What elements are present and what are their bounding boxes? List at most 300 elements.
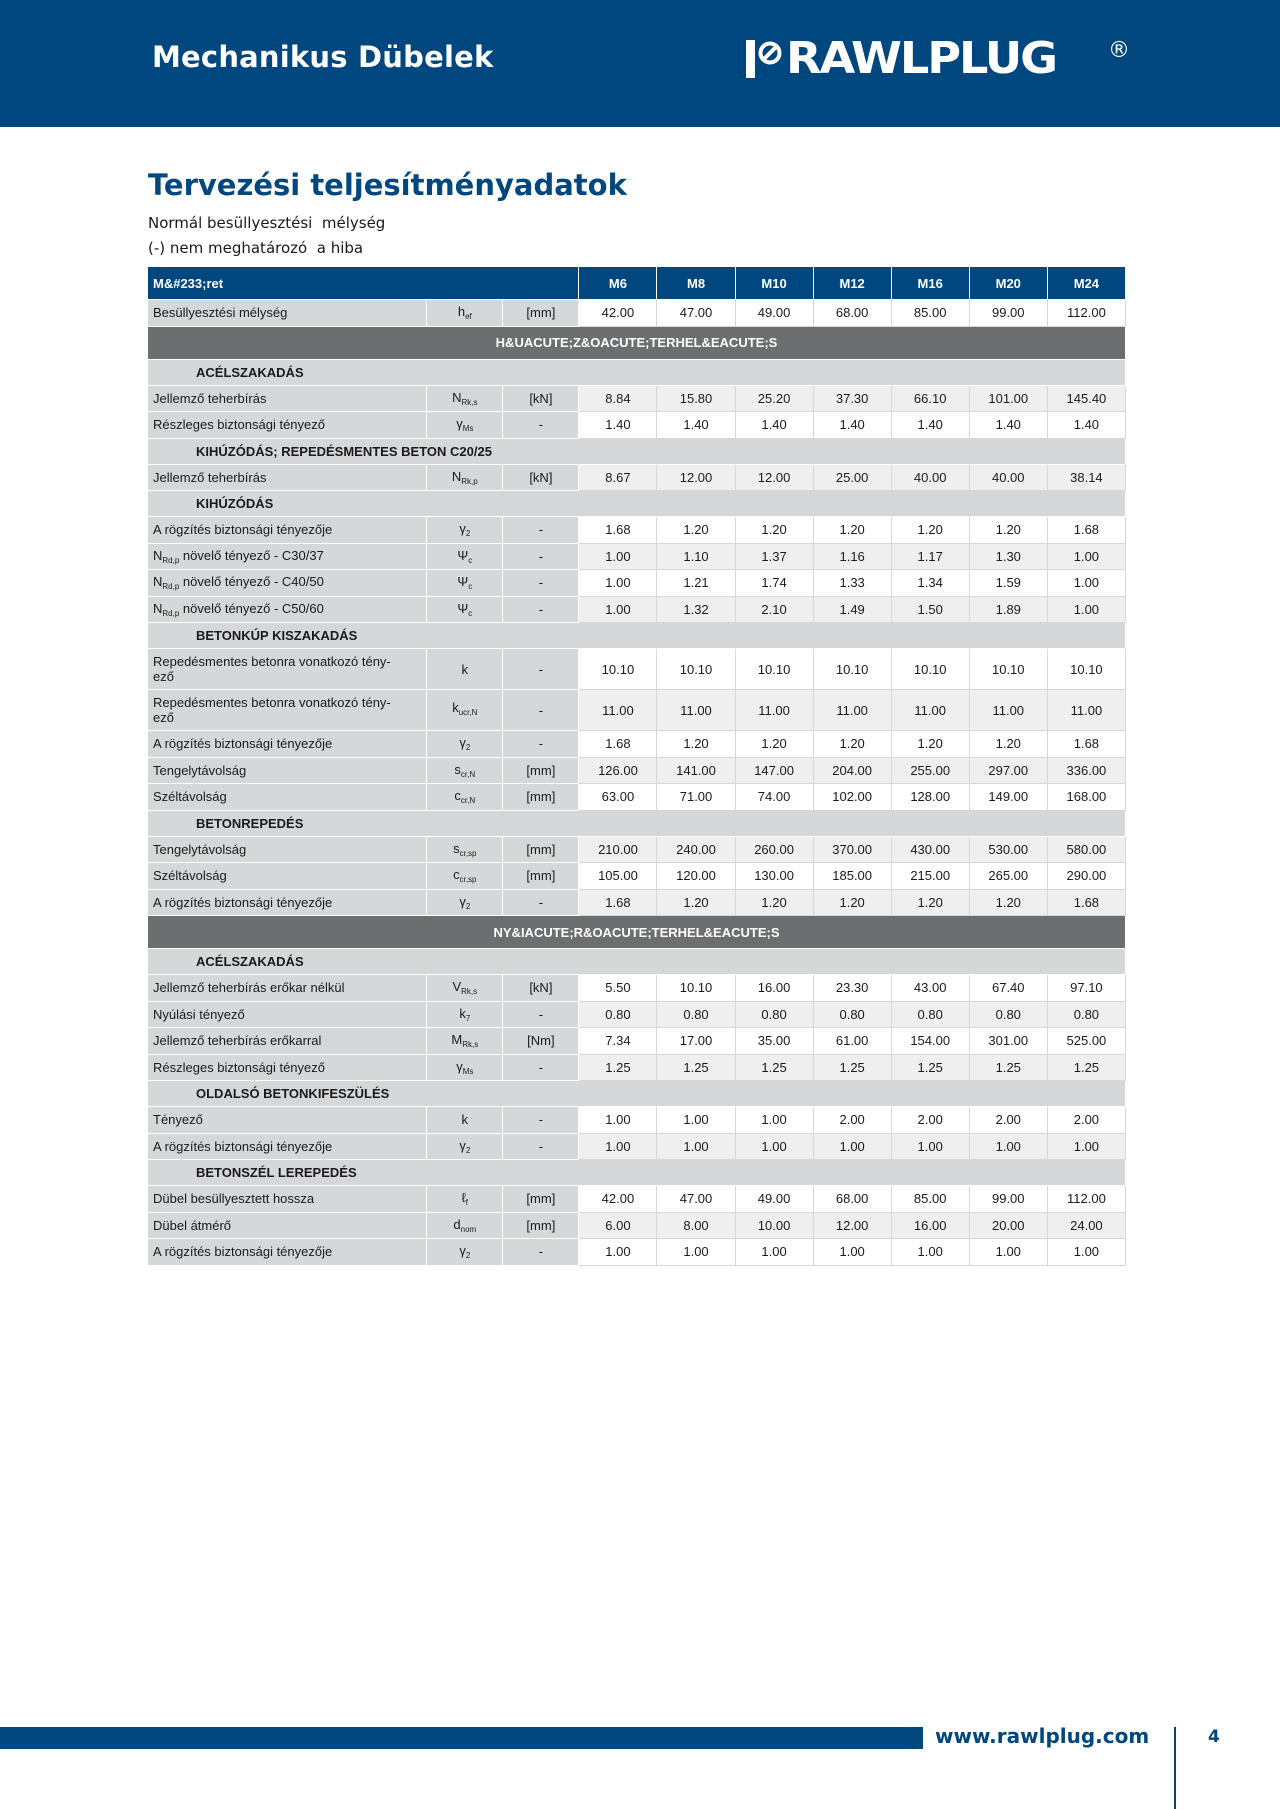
value-cell: 1.89 [969,596,1047,623]
value-cell: 10.10 [891,649,969,690]
value-cell: 8.67 [579,464,657,491]
size-column-header: M10 [735,267,813,300]
band-label: NY&IACUTE;R&OACUTE;TERHEL&EACUTE;S [148,916,1126,949]
size-column-header: M24 [1047,267,1125,300]
symbol: k [459,1005,466,1021]
value-cell: 6.00 [579,1212,657,1239]
unit-cell: [mm] [503,836,579,863]
symbol: γ [459,1243,466,1259]
symbol-subscript: Rk,p [461,476,478,486]
performance-table [147,266,1126,1266]
value-cell: 99.00 [969,1186,1047,1213]
section-row [148,949,1126,975]
table-row [148,596,1126,623]
symbol-cell [427,1239,503,1266]
symbol-cell [427,1186,503,1213]
value-cell: 1.20 [969,517,1047,544]
symbol: Ψ [457,547,469,563]
value-cell: 1.20 [735,889,813,916]
value-cell: 1.00 [1047,543,1125,570]
symbol: s [453,840,460,856]
symbol: s [454,761,461,777]
unit-cell: [mm] [503,1212,579,1239]
value-cell: 11.00 [579,690,657,731]
table-row [148,649,1126,690]
value-cell: 5.50 [579,975,657,1002]
section-row [148,810,1126,836]
value-cell: 11.00 [969,690,1047,731]
symbol-cell [427,543,503,570]
value-cell: 1.00 [657,1239,735,1266]
symbol-subscript: cr,N [460,769,476,779]
parameter-name: Dübel besüllyesztett hossza [153,1191,315,1207]
value-cell: 12.00 [657,464,735,491]
subtitle-note: (-) nem meghatározó a hiba [148,239,364,257]
parameter-name-cell [148,596,427,623]
value-cell: 1.25 [969,1054,1047,1081]
value-cell: 145.40 [1047,385,1125,412]
value-cell: 336.00 [1047,757,1125,784]
footer-bar [0,1727,923,1749]
symbol-cell [427,517,503,544]
value-cell: 370.00 [813,836,891,863]
value-cell: 0.80 [813,1001,891,1028]
value-cell: 1.25 [735,1054,813,1081]
value-cell: 74.00 [735,784,813,811]
value-cell: 1.30 [969,543,1047,570]
value-cell: 204.00 [813,757,891,784]
value-cell: 10.10 [969,649,1047,690]
value-cell: 1.20 [813,889,891,916]
subtitle-depth: Normál besüllyesztési mélység [148,214,386,232]
unit-cell: - [503,412,579,439]
value-cell: 1.00 [891,1239,969,1266]
table-row [148,757,1126,784]
value-cell: 47.00 [657,1186,735,1213]
parameter-name: Tengelytávolság [153,841,247,857]
value-cell: 1.10 [657,543,735,570]
value-cell: 99.00 [969,300,1047,327]
symbol-cell [427,690,503,731]
value-cell: 42.00 [579,300,657,327]
value-cell: 1.20 [813,731,891,758]
table-row [148,836,1126,863]
table-row [148,731,1126,758]
value-cell: 154.00 [891,1028,969,1055]
unit-cell: - [503,649,579,690]
table-row [148,889,1126,916]
value-cell: 210.00 [579,836,657,863]
value-cell: 17.00 [657,1028,735,1055]
parameter-name-rest: növelő tényező - C30/37 [179,547,324,563]
value-cell: 1.40 [735,412,813,439]
value-cell: 49.00 [735,1186,813,1213]
value-cell: 42.00 [579,1186,657,1213]
value-cell: 67.40 [969,975,1047,1002]
table-row [148,975,1126,1002]
section-row [148,491,1126,517]
table-row [148,464,1126,491]
value-cell: 16.00 [891,1212,969,1239]
table-row [148,1212,1126,1239]
value-cell: 1.21 [657,570,735,597]
value-cell: 1.16 [813,543,891,570]
parameter-name-subscript: Rd,p [162,608,180,618]
symbol: Ψ [457,574,469,590]
parameter-name: Nyúlási tényező [153,1006,245,1022]
value-cell: 1.34 [891,570,969,597]
value-cell: 71.00 [657,784,735,811]
symbol-subscript: ucr,N [458,708,478,717]
table-row [148,1001,1126,1028]
value-cell: 85.00 [891,300,969,327]
value-cell: 10.10 [657,649,735,690]
value-cell: 1.00 [579,1239,657,1266]
symbol-subscript: 2 [465,901,471,911]
parameter-name: Jellemző teherbírás erőkar nélkül [153,980,345,996]
symbol-cell [427,1028,503,1055]
symbol-cell [427,385,503,412]
symbol-cell [427,1212,503,1239]
value-cell: 101.00 [969,385,1047,412]
symbol: γ [459,521,466,537]
symbol-subscript: cr,N [460,796,476,806]
value-cell: 1.68 [1047,889,1125,916]
value-cell: 68.00 [813,1186,891,1213]
table-row [148,1054,1126,1081]
registered-mark: ® [1108,38,1130,63]
parameter-name: Dübel átmérő [153,1217,232,1233]
symbol: γ [456,1058,463,1074]
parameter-name: A rögzítés biztonsági tényezője [153,522,333,538]
parameter-name-cell [148,464,427,491]
value-cell: 49.00 [735,300,813,327]
symbol: k [452,700,459,715]
value-cell: 12.00 [813,1212,891,1239]
parameter-name-cell [148,649,427,690]
parameter-name: N [153,574,163,590]
value-cell: 1.50 [891,596,969,623]
logo-text: RAWLPLUG [786,33,1056,84]
value-cell: 147.00 [735,757,813,784]
parameter-name: A rögzítés biztonsági tényezője [153,1138,333,1154]
symbol-cell [427,889,503,916]
symbol: V [452,979,462,995]
value-cell: 1.68 [579,731,657,758]
value-cell: 1.40 [579,412,657,439]
symbol: γ [459,735,466,751]
value-cell: 7.34 [579,1028,657,1055]
section-label: BETONKÚP KISZAKADÁS [148,623,1126,649]
value-cell: 1.68 [579,889,657,916]
symbol-cell [427,836,503,863]
value-cell: 1.20 [813,517,891,544]
unit-cell: [mm] [503,757,579,784]
symbol-cell [427,1107,503,1134]
value-cell: 25.00 [813,464,891,491]
parameter-name-cell [148,517,427,544]
value-cell: 2.10 [735,596,813,623]
section-label: ACÉLSZAKADÁS [148,359,1126,385]
value-cell: 185.00 [813,863,891,890]
value-cell: 1.20 [657,731,735,758]
unit-cell: - [503,1001,579,1028]
table-row [148,784,1126,811]
symbol-subscript: f [465,1198,469,1208]
value-cell: 1.00 [1047,596,1125,623]
value-cell: 1.40 [1047,412,1125,439]
unit-cell: - [503,570,579,597]
parameter-name-cell [148,757,427,784]
value-cell: 23.30 [813,975,891,1002]
table-row [148,1239,1126,1266]
unit-cell: - [503,690,579,731]
section-label: BETONREPEDÉS [148,810,1126,836]
parameter-name-cell [148,1212,427,1239]
symbol-subscript: nom [460,1224,477,1234]
unit-cell: - [503,1107,579,1134]
value-cell: 126.00 [579,757,657,784]
unit-cell: [mm] [503,784,579,811]
value-cell: 1.00 [1047,570,1125,597]
value-cell: 1.00 [1047,1239,1125,1266]
value-cell: 1.17 [891,543,969,570]
value-cell: 10.10 [579,649,657,690]
symbol: γ [456,416,463,432]
symbol-subscript: cr,sp [459,848,477,858]
symbol-subscript: 2 [465,1251,471,1261]
value-cell: 1.25 [1047,1054,1125,1081]
symbol-subscript: 2 [465,743,471,753]
value-cell: 1.20 [657,517,735,544]
unit-cell: - [503,596,579,623]
parameter-name: Részleges biztonsági tényező [153,1059,325,1075]
table-row [148,300,1126,327]
size-column-header: M8 [657,267,735,300]
page-number: 4 [1208,1727,1220,1747]
table-row [148,517,1126,544]
parameter-name-subscript: Rd,p [162,555,180,565]
value-cell: 10.10 [657,975,735,1002]
value-cell: 525.00 [1047,1028,1125,1055]
value-cell: 1.25 [891,1054,969,1081]
value-cell: 8.84 [579,385,657,412]
symbol-cell [427,863,503,890]
section-label: BETONSZÉL LEREPEDÉS [148,1160,1126,1186]
table-header-row [148,267,1126,300]
symbol-subscript: Rk,s [462,1040,479,1050]
symbol-cell [427,731,503,758]
parameter-name-rest: növelő tényező - C40/50 [179,574,324,590]
value-cell: 1.68 [579,517,657,544]
table-row [148,690,1126,731]
symbol-cell [427,596,503,623]
parameter-name: N [153,547,163,563]
header-title: Mechanikus Dübelek [152,40,494,74]
value-cell: 11.00 [813,690,891,731]
parameter-name: Repedésmentes betonra vonatkozó tény- [153,695,391,710]
value-cell: 1.20 [891,517,969,544]
value-cell: 2.00 [891,1107,969,1134]
parameter-name-cell [148,570,427,597]
value-cell: 0.80 [657,1001,735,1028]
value-cell: 1.25 [813,1054,891,1081]
unit-cell: [mm] [503,300,579,327]
symbol-subscript: Ms [462,424,474,434]
value-cell: 1.20 [891,731,969,758]
value-cell: 1.40 [891,412,969,439]
symbol-subscript: c [468,582,473,592]
value-cell: 290.00 [1047,863,1125,890]
value-cell: 38.14 [1047,464,1125,491]
value-cell: 1.00 [969,1239,1047,1266]
value-cell: 128.00 [891,784,969,811]
value-cell: 1.00 [579,570,657,597]
tension-load-band [148,326,1126,359]
value-cell: 1.74 [735,570,813,597]
size-column-header: M20 [969,267,1047,300]
value-cell: 149.00 [969,784,1047,811]
value-cell: 85.00 [891,1186,969,1213]
value-cell: 10.10 [735,649,813,690]
value-cell: 1.25 [657,1054,735,1081]
parameter-name-cell [148,863,427,890]
value-cell: 1.00 [579,1107,657,1134]
value-cell: 1.00 [735,1239,813,1266]
section-row [148,1160,1126,1186]
symbol: N [451,468,462,484]
value-cell: 1.68 [1047,731,1125,758]
section-label: ACÉLSZAKADÁS [148,949,1126,975]
symbol-cell [427,300,503,327]
symbol: ℓ [461,1190,466,1206]
value-cell: 11.00 [657,690,735,731]
value-cell: 168.00 [1047,784,1125,811]
value-cell: 43.00 [891,975,969,1002]
value-cell: 66.10 [891,385,969,412]
parameter-name-cell [148,543,427,570]
value-cell: 1.00 [579,1133,657,1160]
value-cell: 1.20 [657,889,735,916]
value-cell: 297.00 [969,757,1047,784]
unit-cell: - [503,731,579,758]
parameter-name: Jellemző teherbírás [153,469,267,485]
parameter-name: Besüllyesztési mélység [153,305,288,321]
value-cell: 11.00 [1047,690,1125,731]
section-row [148,359,1126,385]
symbol: N [452,389,462,405]
value-cell: 1.40 [657,412,735,439]
parameter-name-cell [148,975,427,1002]
page-title: Tervezési teljesítményadatok [148,168,627,202]
section-row [148,1081,1126,1107]
value-cell: 1.00 [813,1239,891,1266]
value-cell: 0.80 [891,1001,969,1028]
symbol-subscript: 2 [465,529,471,539]
value-cell: 112.00 [1047,300,1125,327]
value-cell: 141.00 [657,757,735,784]
symbol: Ψ [457,600,469,616]
symbol-subscript: cr,sp [459,875,477,885]
symbol: d [453,1216,461,1232]
symbol: γ [459,1137,466,1153]
symbol: c [454,788,461,804]
footer-url[interactable]: www.rawlplug.com [935,1724,1150,1748]
parameter-name-cell [148,1001,427,1028]
unit-cell: [kN] [503,385,579,412]
symbol: γ [459,893,466,909]
value-cell: 105.00 [579,863,657,890]
value-cell: 2.00 [813,1107,891,1134]
value-cell: 11.00 [891,690,969,731]
value-cell: 1.00 [579,543,657,570]
value-cell: 0.80 [969,1001,1047,1028]
parameter-name: N [153,600,163,616]
symbol-cell [427,784,503,811]
value-cell: 1.20 [891,889,969,916]
value-cell: 1.68 [1047,517,1125,544]
value-cell: 11.00 [735,690,813,731]
value-cell: 430.00 [891,836,969,863]
table-row [148,385,1126,412]
table-row [148,1107,1126,1134]
value-cell: 1.32 [657,596,735,623]
parameter-name-cell [148,1133,427,1160]
symbol-subscript: Ms [462,1066,474,1076]
table-row [148,543,1126,570]
symbol-subscript: Rk,s [461,987,478,997]
value-cell: 24.00 [1047,1212,1125,1239]
value-cell: 580.00 [1047,836,1125,863]
parameter-name-cell [148,412,427,439]
size-header-label: M&#233;ret [148,267,579,300]
size-column-header: M16 [891,267,969,300]
value-cell: 1.40 [969,412,1047,439]
value-cell: 1.20 [735,517,813,544]
unit-cell: [kN] [503,464,579,491]
size-column-header: M12 [813,267,891,300]
parameter-name-cell [148,1054,427,1081]
value-cell: 10.10 [1047,649,1125,690]
unit-cell: - [503,543,579,570]
band-label: H&UACUTE;Z&OACUTE;TERHEL&EACUTE;S [148,326,1126,359]
parameter-name: Jellemző teherbírás erőkarral [153,1033,322,1049]
value-cell: 0.80 [735,1001,813,1028]
unit-cell: [mm] [503,1186,579,1213]
section-row [148,623,1126,649]
value-cell: 1.20 [969,731,1047,758]
value-cell: 240.00 [657,836,735,863]
value-cell: 215.00 [891,863,969,890]
parameter-name-cell [148,889,427,916]
parameter-name-cell [148,784,427,811]
symbol-subscript: Rk,s [461,397,478,407]
logo-mark-icon [746,38,782,80]
value-cell: 1.25 [579,1054,657,1081]
table-row [148,1028,1126,1055]
value-cell: 25.20 [735,385,813,412]
symbol-cell [427,649,503,690]
value-cell: 1.49 [813,596,891,623]
parameter-name-line2: ező [153,710,174,725]
parameter-name-cell [148,731,427,758]
value-cell: 35.00 [735,1028,813,1055]
value-cell: 530.00 [969,836,1047,863]
value-cell: 1.00 [969,1133,1047,1160]
size-column-header: M6 [579,267,657,300]
symbol-subscript: 2 [465,1145,471,1155]
parameter-name: Jellemző teherbírás [153,390,267,406]
